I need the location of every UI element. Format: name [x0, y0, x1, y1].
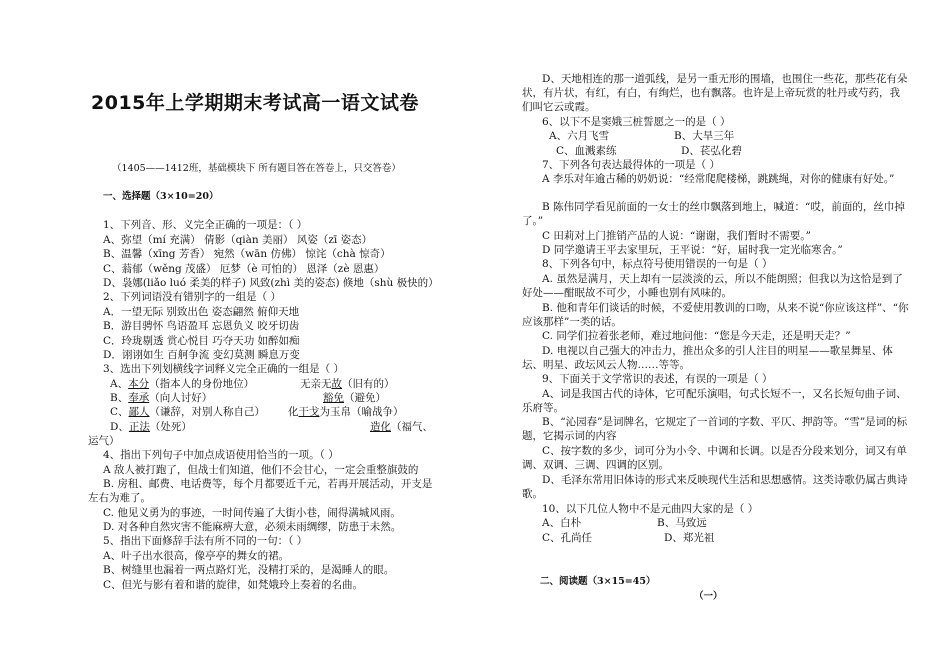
question-5-option-b: B、树缝里也漏着一两点路灯光，没精打采的，是渴睡人的眼。: [103, 564, 395, 576]
question-4-option-b: B. 房租、邮费、电话费等，每个月都要近千元，若再开展活动，开支是左右为难了。: [88, 478, 433, 504]
question-7-option-d: D 同学邀请王平去家里玩，王平说：“好，届时我一定光临寒舍。”: [542, 244, 843, 256]
question-10-option-c: C、孔尚任: [542, 532, 593, 544]
question-4-option-c: C. 他见义勇为的事迹，一时间传遍了大街小巷，闹得满城风雨。: [103, 507, 401, 519]
question-8-option-d: D. 电视以自己强大的冲击力，推出众多的引人注目的明星——歌星舞星、体坛、明星、政坛风云人物……等等。: [522, 345, 893, 371]
question-3-option-b2: 豁免（避免）: [323, 392, 386, 404]
question-3-option-b: B、奉承（向人讨好）: [110, 392, 213, 404]
question-10-option-b: B、马致远: [657, 517, 707, 529]
question-3-option-d2: 造化（福气、: [370, 421, 433, 433]
question-7-option-c: C 田莉对上门推销产品的人说：“谢谢，我们暂时不需要。”: [542, 230, 811, 242]
question-8-option-b: B. 他和青年们谈话的时候，不爱使用教训的口吻，从来不说“你应该这样”、“你应该那样”一类的话。: [522, 302, 909, 328]
question-1-option-b: B、温馨（xīng 芳香） 宛然（wān 仿佛） 惊诧（chà 惊奇）: [103, 248, 391, 260]
question-6-option-a: A、六月飞雪: [549, 130, 610, 142]
question-1-option-d: D、袅娜(liǎo luó 柔美的样子) 风致(zhì 美的姿态) 倏地（shù 极快的）: [103, 277, 439, 289]
section-heading-choice: 一、选择题（3×10=20）: [103, 191, 219, 202]
page-title: 2015年上学期期末考试高一语文试卷: [91, 92, 419, 114]
question-9-option-c: C、按字数的多少，词可分为小令、中调和长调。以是否分段来划分，词又有单调、双调、三调、四调的区别。: [522, 445, 908, 471]
question-10-option-d: D、郑光祖: [664, 532, 715, 544]
question-2-option-a: A．一望无际 别致出色 姿态翩然 俯仰天地: [103, 306, 300, 318]
question-2-stem: 2、下列词语没有错别字的一组是（ ）: [103, 291, 282, 303]
question-9-option-b: B、“沁园春”是词牌名，它规定了一首词的字数、平仄、押韵等。“雪”是词的标题，它揭示词的内容: [522, 416, 908, 442]
reading-part-heading: （一）: [694, 591, 723, 602]
question-8-option-c: C. 同学们拉着张老师，难过地问他：“您是今天走，还是明天走？”: [542, 330, 851, 342]
question-8-stem: 8、下列各句中，标点符号使用错误的一句是（ ）: [542, 258, 773, 270]
question-3-option-d: D、正法（处死）: [110, 421, 192, 433]
question-1-option-c: C、蓊郁（wěng 茂盛） 厄梦（è 可怕的） 恩泽（zè 恩惠）: [103, 263, 385, 275]
question-9-stem: 9、下面关于文学常识的表述，有误的一项是（ ）: [542, 373, 773, 385]
question-5-option-d: D、天地相连的那一道弧线，是另一重无形的围墙，也围住一些花，那些花有朵状，有片状，有红，有白，有绚烂，也有飘落。也许是上帝玩赏的牡丹或芍药，我们叫它云或霞。: [522, 73, 908, 113]
question-5-stem: 5、指出下面修辞手法有所不同的一句：（ ）: [103, 535, 308, 547]
question-3-option-a: A、本分（指本人的身份地位）: [110, 378, 255, 390]
question-6-option-d: D、苌弘化碧: [681, 145, 742, 157]
question-5-option-c: C、但光与影有着和谐的旋律，如梵娥玲上奏着的名曲。: [103, 579, 364, 591]
question-2-option-b: B．游目骋怀 鸟语盈耳 忘恩负义 咬牙切齿: [103, 320, 300, 332]
section-heading-reading: 二、阅读题（3×15=45）: [540, 576, 656, 587]
question-3-option-c2: 化干戈为玉帛（喻战争）: [288, 406, 404, 418]
question-4-option-d: D. 对各种自然灾害不能麻痹大意，必须未雨绸缪，防患于未然。: [103, 521, 402, 533]
question-7-option-b: B 陈伟同学看见前面的一女士的丝巾飘落到地上，喊道：“哎，前面的，丝巾掉了。”: [522, 201, 905, 227]
question-3-stem: 3、选出下列划横线字词释义完全正确的一组是（ ）: [103, 363, 345, 375]
question-3-option-a2: 无亲无故（旧有的）: [300, 378, 395, 390]
question-4-stem: 4、指出下列句子中加点成语使用恰当的一项。（ ）: [103, 449, 339, 461]
question-7-stem: 7、下列各句表达最得体的一项是（ ）: [542, 159, 721, 171]
question-6-option-b: B、大旱三年: [674, 130, 735, 142]
question-10-option-a: A、白朴: [542, 517, 582, 529]
question-5-option-a: A、叶子出水很高，像亭亭的舞女的裙。: [103, 550, 290, 562]
question-4-option-a: A 敌人被打跑了，但战士们知道，他们不会甘心，一定会重整旗鼓的: [103, 464, 419, 476]
question-6-option-c: C、血溅素练: [556, 145, 617, 157]
question-3-option-c: C、鄙人（谦辞，对别人称自己）: [110, 406, 266, 418]
question-9-option-a: A、词是我国古代的诗体，它可配乐演唱，句式长短不一，又名长短句曲子词、乐府等。: [522, 388, 907, 414]
question-10-stem: 10、以下几位人物中不是元曲四大家的是（ ）: [542, 503, 759, 515]
question-3-option-d-continued: 运气）: [88, 435, 120, 447]
question-1-option-a: A、弥望（mí 充满） 倩影（qiàn 美丽） 风姿（zī 姿态）: [103, 234, 373, 246]
question-1-stem: 1、下列音、形、义完全正确的一项是：（ ）: [103, 219, 308, 231]
exam-instructions: （1405——1412班，基础模块下 所有题目答在答卷上，只交答卷）: [112, 163, 401, 174]
question-9-option-d: D、毛泽东常用旧体诗的形式来反映现代生活和思想感情。这类诗歌仍属古典诗歌。: [522, 474, 908, 500]
question-2-option-c: C．玲珑剔透 赏心悦目 巧夺天功 如醉如痴: [103, 335, 300, 347]
question-6-stem: 6、以下不是窦娥三桩誓愿之一的是（ ）: [542, 116, 731, 128]
question-2-option-d: D．诩诩如生 百舸争流 变幻莫测 瞬息万变: [103, 349, 300, 361]
question-8-option-a: A. 虽然是满月，天上却有一层淡淡的云，所以不能朗照；但我以为这恰是到了好处——酣眠故不可少，小睡也别有风味的。: [522, 273, 903, 299]
question-7-option-a: A 李乐对年逾古稀的奶奶说：“经常爬爬楼梯，跳跳绳，对你的健康有好处。”: [542, 173, 895, 185]
